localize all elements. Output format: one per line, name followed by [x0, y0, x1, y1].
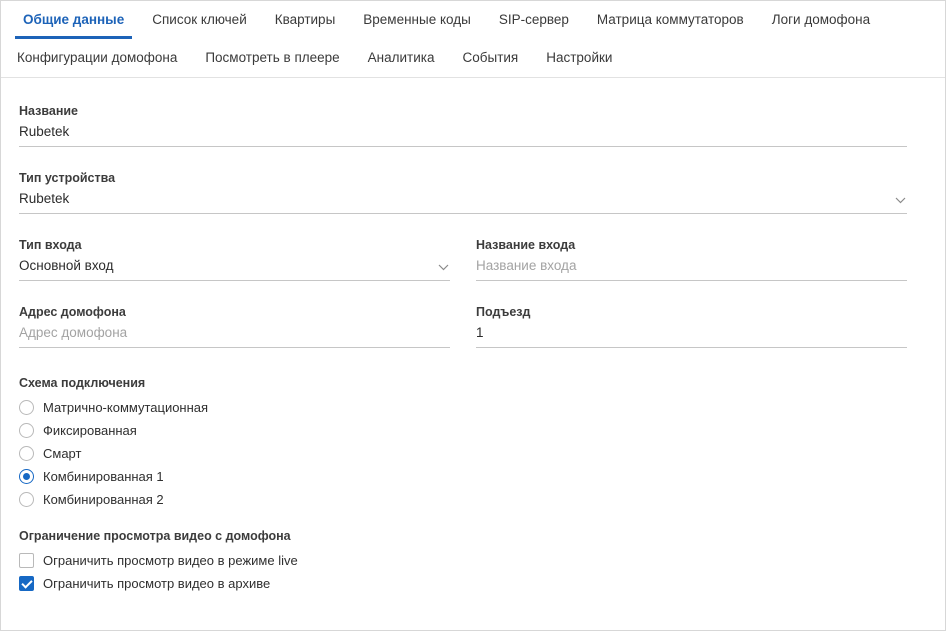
tab-sip-server[interactable]	[485, 1, 583, 39]
tab-obshchie-dannye[interactable]	[9, 1, 138, 39]
tab-label: Логи домофона	[771, 12, 871, 27]
tab-row-secondary	[1, 39, 945, 77]
checkbox-icon	[19, 553, 34, 568]
tab-kvartiry[interactable]	[261, 1, 350, 39]
entrance-type-select[interactable]	[19, 257, 450, 281]
tab-label: Конфигурации домофона	[17, 50, 178, 65]
radio-combined-1[interactable]	[19, 469, 907, 484]
tab-nastroyki[interactable]	[532, 39, 626, 77]
tab-row-primary	[1, 1, 945, 39]
connection-scheme-title: Схема подключения	[19, 376, 146, 390]
radio-combined-2[interactable]	[19, 492, 907, 507]
radio-icon-selected	[19, 469, 34, 484]
radio-icon	[19, 446, 34, 461]
radio-label: Комбинированная 2	[43, 492, 164, 507]
tab-label: SIP-сервер	[498, 12, 569, 27]
entrance-name-label: Название входа	[476, 238, 576, 252]
row-entrance	[19, 238, 907, 305]
tab-bar	[1, 1, 945, 78]
checkbox-restrict-archive[interactable]	[19, 576, 907, 591]
name-input[interactable]: Rubetek	[19, 123, 907, 147]
chevron-down-icon	[438, 264, 448, 274]
tab-spisok-klyuchey[interactable]	[138, 1, 261, 39]
porch-label: Подъезд	[476, 305, 531, 319]
radio-smart[interactable]	[19, 446, 907, 461]
entrance-type-label: Тип входа	[19, 238, 82, 252]
checkbox-icon-checked	[19, 576, 34, 591]
field-name	[19, 104, 907, 147]
entrance-type-value: Основной вход	[19, 258, 114, 273]
intercom-address-label: Адрес домофона	[19, 305, 126, 319]
field-porch	[476, 305, 907, 348]
tab-label: Аналитика	[367, 50, 435, 65]
radio-label: Комбинированная 1	[43, 469, 164, 484]
porch-input[interactable]: 1	[476, 324, 907, 348]
entrance-name-input[interactable]: Название входа	[476, 257, 907, 281]
device-type-value: Rubetek	[19, 191, 70, 206]
name-label: Название	[19, 104, 79, 118]
tab-label: Временные коды	[363, 12, 471, 27]
tab-label: События	[462, 50, 519, 65]
radio-icon	[19, 423, 34, 438]
tab-vremennye-kody[interactable]	[349, 1, 485, 39]
checkbox-label: Ограничить просмотр видео в архиве	[43, 576, 271, 591]
intercom-address-input[interactable]: Адрес домофона	[19, 324, 450, 348]
tab-label: Матрица коммутаторов	[596, 12, 744, 27]
field-intercom-address	[19, 305, 450, 348]
radio-label: Матрично-коммутационная	[43, 400, 209, 415]
radio-fixed[interactable]	[19, 423, 907, 438]
device-type-select[interactable]	[19, 190, 907, 214]
field-entrance-name	[476, 238, 907, 281]
tab-posmotret-v-pleere[interactable]	[191, 39, 353, 77]
chevron-down-icon	[895, 197, 905, 207]
checkbox-restrict-live[interactable]	[19, 553, 907, 568]
radio-label: Смарт	[43, 446, 82, 461]
checkbox-label: Ограничить просмотр видео в режиме live	[43, 553, 298, 568]
radio-matrix-switching[interactable]	[19, 400, 907, 415]
field-device-type	[19, 171, 907, 214]
device-type-label: Тип устройства	[19, 171, 116, 185]
field-entrance-type	[19, 238, 450, 281]
tab-label: Квартиры	[274, 12, 336, 27]
tab-label: Список ключей	[152, 12, 247, 27]
tab-sobytiya[interactable]	[449, 39, 533, 77]
tab-logi-domofona[interactable]	[758, 1, 884, 39]
video-restriction-title: Ограничение просмотра видео с домофона	[19, 529, 291, 543]
tab-label: Общие данные	[23, 12, 125, 27]
tab-analitika[interactable]	[354, 39, 449, 77]
general-data-form	[1, 78, 945, 591]
radio-icon	[19, 400, 34, 415]
tab-label: Посмотреть в плеере	[205, 50, 340, 65]
connection-scheme-group	[19, 376, 907, 507]
tab-label: Настройки	[546, 50, 613, 65]
row-address	[19, 305, 907, 372]
tab-matrica-kommutatorov[interactable]	[583, 1, 758, 39]
radio-icon	[19, 492, 34, 507]
radio-label: Фиксированная	[43, 423, 137, 438]
video-restriction-group	[19, 529, 907, 591]
tab-konfiguracii-domofona[interactable]	[3, 39, 191, 77]
